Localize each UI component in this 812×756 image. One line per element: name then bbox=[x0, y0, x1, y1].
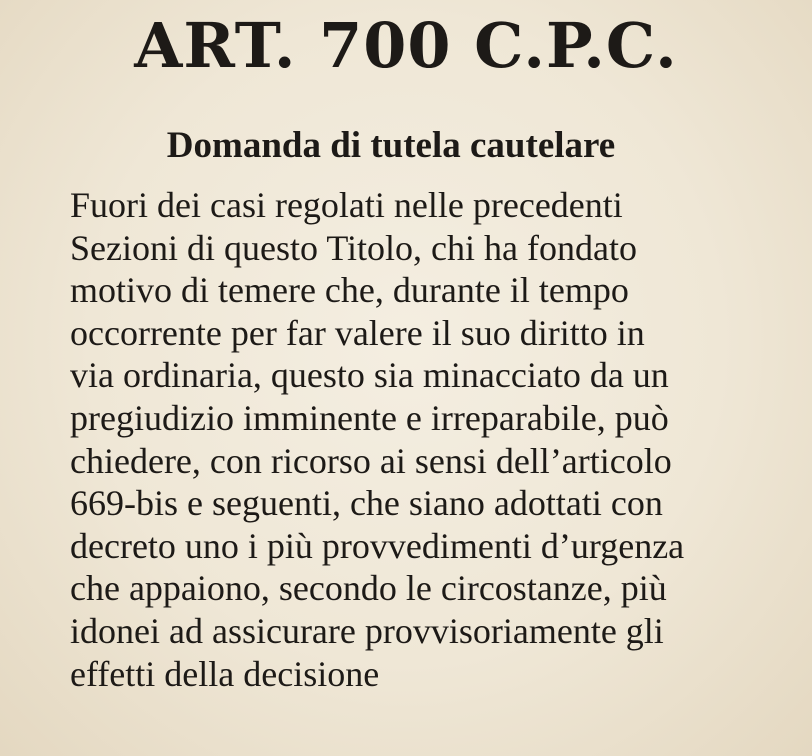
article-subtitle: Domanda di tutela cautelare bbox=[166, 125, 616, 166]
body-line: via ordinaria, questo sia minacciato da un bbox=[70, 355, 669, 396]
body-line: pregiudizio imminente e irreparabile, può bbox=[70, 397, 669, 438]
body-line: idonei ad assicurare provvisoriamente gli bbox=[70, 610, 664, 651]
body-line: occorrente per far valere il suo diritto in bbox=[70, 312, 645, 353]
article-title: ART. 700 C.P.C. bbox=[134, 9, 678, 82]
body-line: chiedere, con ricorso ai sensi dell’articolo bbox=[70, 440, 672, 481]
body-line: decreto uno i più provvedimenti d’urgenza bbox=[70, 525, 685, 566]
body-line: motivo di temere che, durante il tempo bbox=[70, 270, 629, 311]
body-line: che appaiono, secondo le circostanze, più bbox=[70, 568, 667, 609]
body-line: effetti della decisione bbox=[70, 653, 380, 694]
body-line: 669-bis e seguenti, che siano adottati con bbox=[70, 483, 663, 524]
article-body bbox=[70, 184, 812, 695]
body-line: Sezioni di questo Titolo, chi ha fondato bbox=[70, 227, 637, 268]
body-line: Fuori dei casi regolati nelle precedenti bbox=[70, 185, 623, 225]
